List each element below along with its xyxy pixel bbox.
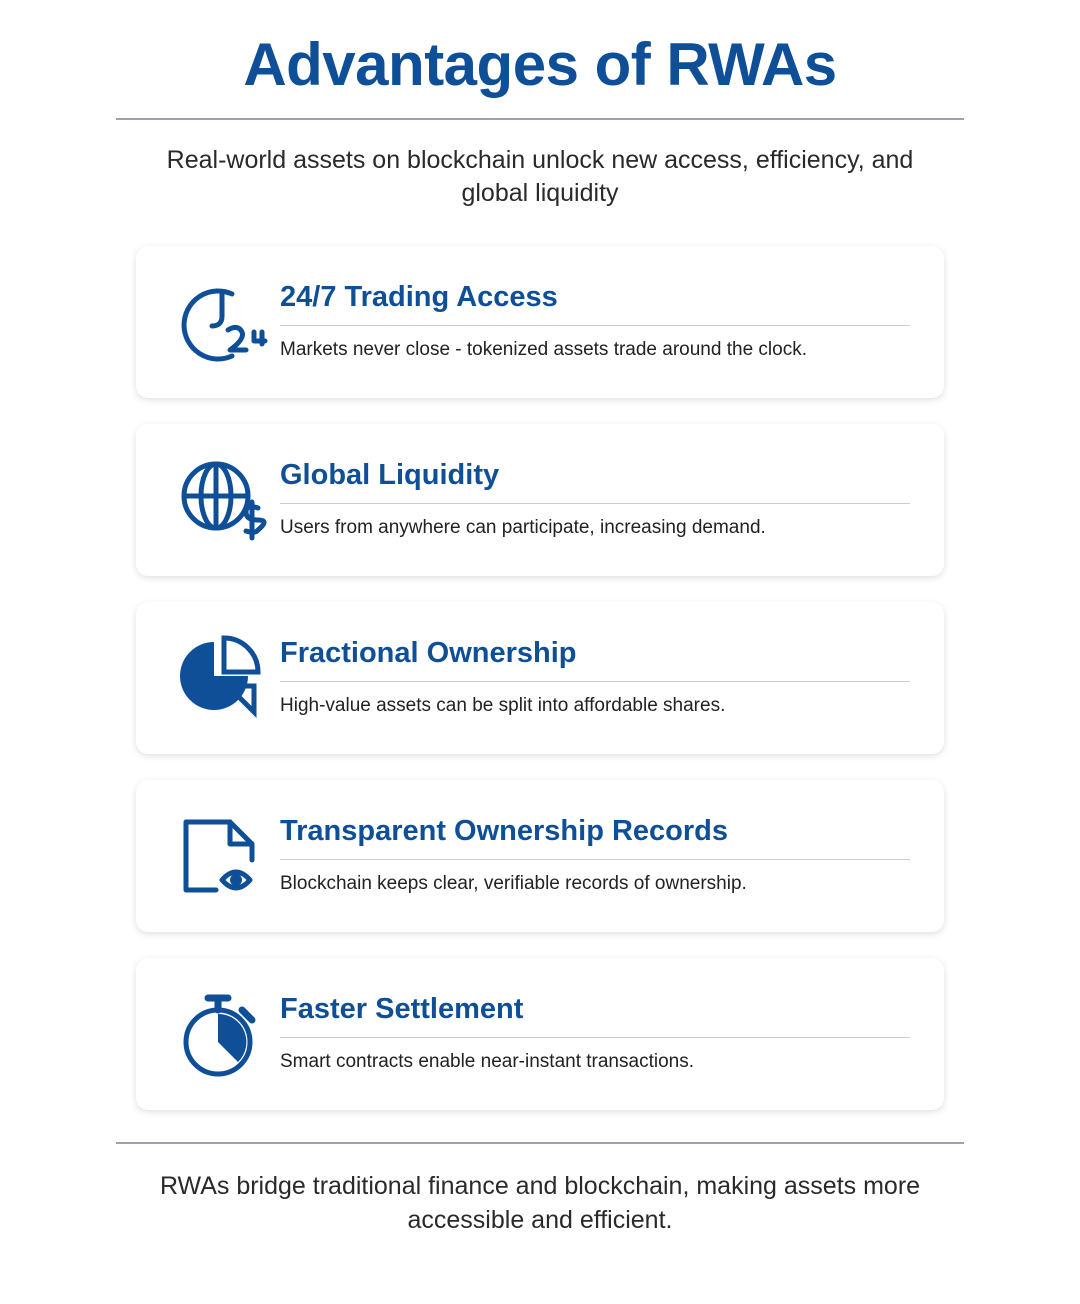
footer-text: RWAs bridge traditional finance and blockchain, making assets more accessible and efficient. — [159, 1172, 921, 1234]
advantage-card-desc: Blockchain keeps clear, verifiable records of ownership. — [280, 872, 747, 894]
advantage-card-title: Fractional Ownership — [280, 637, 577, 670]
card-title-divider — [280, 1037, 910, 1038]
advantage-card — [136, 246, 944, 398]
card-title-divider — [280, 503, 910, 504]
advantage-card-desc: Smart contracts enable near-instant transactions. — [280, 1050, 694, 1072]
advantage-card-title: Faster Settlement — [280, 993, 524, 1026]
advantage-card-body — [274, 815, 916, 896]
advantage-card-desc: Markets never close - tokenized assets trade around the clock. — [280, 338, 807, 360]
advantage-card — [136, 958, 944, 1110]
footer-divider — [116, 1142, 964, 1144]
advantage-card-body — [274, 459, 916, 540]
pie-chart-icon — [166, 624, 274, 732]
document-eye-icon — [166, 802, 274, 910]
advantage-card — [136, 424, 944, 576]
clock-24-icon — [166, 268, 274, 376]
page-title: Advantages of RWAs — [243, 31, 837, 98]
page-subtitle: Real-world assets on blockchain unlock new access, efficiency, and global liquidity — [166, 146, 914, 207]
advantage-card-desc: Users from anywhere can participate, increasing demand. — [280, 516, 766, 538]
advantage-card-desc: High-value assets can be split into affordable shares. — [280, 694, 726, 716]
card-title-divider — [280, 681, 910, 682]
advantage-card — [136, 780, 944, 932]
advantage-card-title: Global Liquidity — [280, 459, 500, 492]
card-title-divider — [280, 325, 910, 326]
advantage-card-body — [274, 281, 916, 362]
globe-dollar-icon — [166, 446, 274, 554]
advantage-card-title: 24/7 Trading Access — [280, 281, 558, 314]
header-divider — [116, 118, 964, 120]
advantage-card-title: Transparent Ownership Records — [280, 815, 729, 848]
advantage-card-list — [0, 246, 1080, 1110]
card-title-divider — [280, 859, 910, 860]
advantage-card — [136, 602, 944, 754]
advantage-card-body — [274, 637, 916, 718]
stopwatch-icon — [166, 980, 274, 1088]
advantage-card-body — [274, 993, 916, 1074]
